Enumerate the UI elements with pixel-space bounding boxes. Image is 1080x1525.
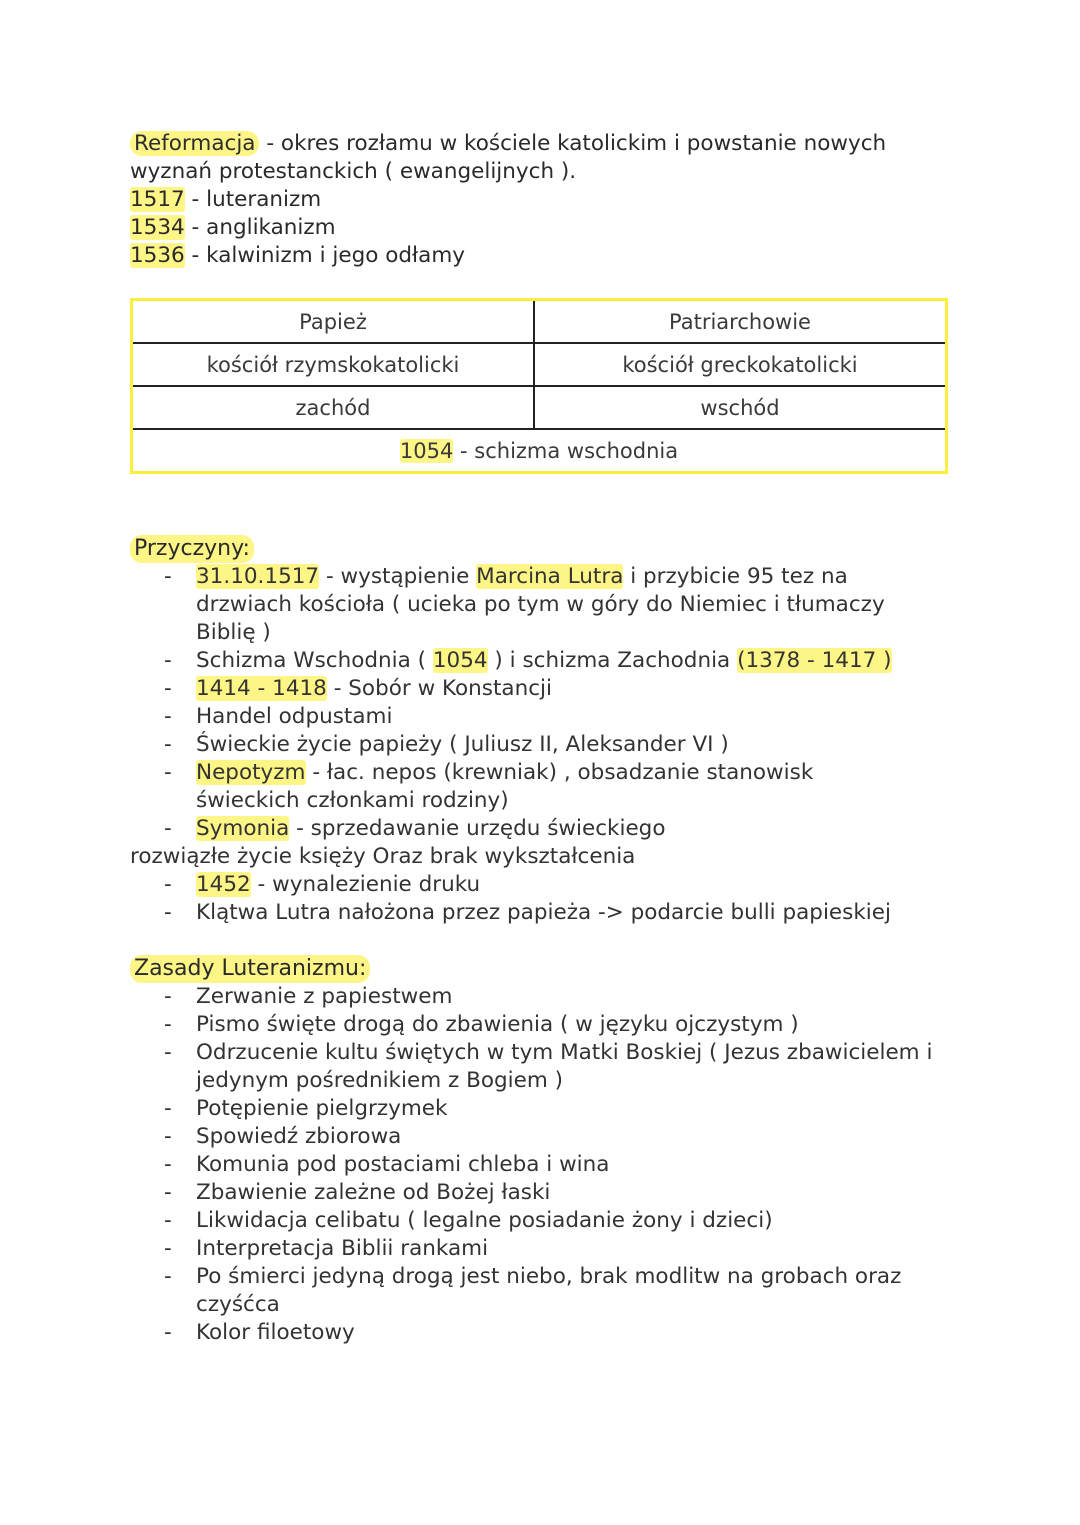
list-item [130, 563, 916, 647]
date-line-1534 [130, 214, 1010, 242]
table-cell: Papież [132, 300, 535, 344]
date-year: 1517 [130, 187, 185, 212]
list-item [130, 815, 1010, 843]
list-item [130, 647, 1010, 675]
cause-date: 31.10.1517 [196, 564, 320, 589]
principles-title: Zasady Luteranizmu: [130, 955, 370, 983]
list-item: - Pismo święte drogą do zbawienia ( w języku ojczystym ) [130, 1011, 970, 1039]
intro-line-1 [130, 130, 1010, 158]
list-item [130, 675, 1010, 703]
list-item: - Świeckie życie papieży ( Juliusz II, Aleksander VI ) [130, 731, 1010, 759]
causes-title: Przyczyny: [130, 535, 254, 563]
nepotyzm-term: Nepotyzm [196, 760, 306, 785]
cause-year: 1054 [432, 648, 488, 673]
date-year: 1534 [130, 215, 185, 240]
symonia-term: Symonia [196, 816, 290, 841]
list-item: - Komunia pod postaciami chleba i wina [130, 1151, 970, 1179]
cause-text: ) i schizma Zachodnia [487, 648, 738, 673]
table-row [132, 343, 947, 386]
date-text: - kalwinizm i jego odłamy [184, 243, 465, 268]
table-cell: kościół rzymskokatolicki [132, 343, 535, 386]
list-item: - Spowiedź zbiorowa [130, 1123, 970, 1151]
list-item: - Handel odpustami [130, 703, 1010, 731]
date-text: - anglikanizm [184, 215, 336, 240]
table-footer-cell [132, 429, 947, 473]
cause-text: - wynalezienie druku [250, 872, 481, 897]
schism-year: 1054 [399, 438, 454, 463]
list-item: - Potępienie pielgrzymek [130, 1095, 970, 1123]
reformacja-title: Reformacja [130, 131, 259, 156]
cause-year: 1452 [196, 872, 251, 897]
list-item: - Likwidacja celibatu ( legalne posiadanie żony i dzieci) [130, 1207, 970, 1235]
date-line-1536 [130, 242, 1010, 270]
list-item: - Zbawienie zależne od Bożej łaski [130, 1179, 970, 1207]
cause-text: - łac. nepos (krewniak) , obsadzanie stanowisk świeckich członkami rodziny) [196, 760, 814, 813]
luther-name: Marcina Lutra [476, 564, 624, 589]
table-cell: Patriarchowie [534, 300, 947, 344]
table-cell: wschód [534, 386, 947, 429]
list-item: - Po śmierci jedyną drogą jest niebo, brak modlitw na grobach oraz czyśćca [130, 1263, 970, 1319]
principles-list [130, 983, 970, 1347]
table-row [132, 386, 947, 429]
causes-list [130, 563, 1010, 843]
list-item [130, 759, 856, 815]
table-row [132, 300, 947, 344]
causes-section [130, 535, 1010, 927]
causes-list-continued [130, 871, 1010, 927]
principles-section [130, 955, 1010, 1347]
cause-text: Schizma Wschodnia ( [196, 648, 433, 673]
church-comparison-table [130, 298, 948, 474]
cause-text: i przybicie 95 tez na drzwiach kościoła ( ucieka po tym w góry do Niemiec i tłumaczy Biblię ) [196, 564, 885, 645]
cause-range: (1378 - 1417 ) [737, 648, 892, 673]
cause-range: 1414 - 1418 [196, 676, 327, 701]
plain-line: rozwiązłe życie księży Oraz brak wykształcenia [130, 844, 636, 869]
list-item [130, 871, 1010, 899]
table-row [132, 429, 947, 473]
list-item: - Kolor filoetowy [130, 1319, 970, 1347]
date-text: - luteranizm [184, 187, 322, 212]
list-item: - Zerwanie z papiestwem [130, 983, 970, 1011]
intro-line-2: wyznań protestanckich ( ewangelijnych ). [130, 159, 577, 184]
cause-text: - sprzedawanie urzędu świeckiego [289, 816, 666, 841]
table-cell: kościół greckokatolicki [534, 343, 947, 386]
cause-text: - wystąpienie [319, 564, 477, 589]
table-cell: zachód [132, 386, 535, 429]
cause-text: - Sobór w Konstancji [326, 676, 552, 701]
list-item: - Interpretacja Biblii rankami [130, 1235, 970, 1263]
intro-block [130, 130, 1010, 270]
schism-text: - schizma wschodnia [453, 438, 679, 463]
date-year: 1536 [130, 243, 185, 268]
reformacja-definition: - okres rozłamu w kościele katolickim i powstanie nowych [259, 131, 887, 156]
date-line-1517 [130, 186, 1010, 214]
list-item: - Klątwa Lutra nałożona przez papieża -> podarcie bulli papieskiej [130, 899, 1010, 927]
list-item: - Odrzucenie kultu świętych w tym Matki Boskiej ( Jezus zbawicielem i jedynym pośrednikiem z Bogiem ) [130, 1039, 970, 1095]
